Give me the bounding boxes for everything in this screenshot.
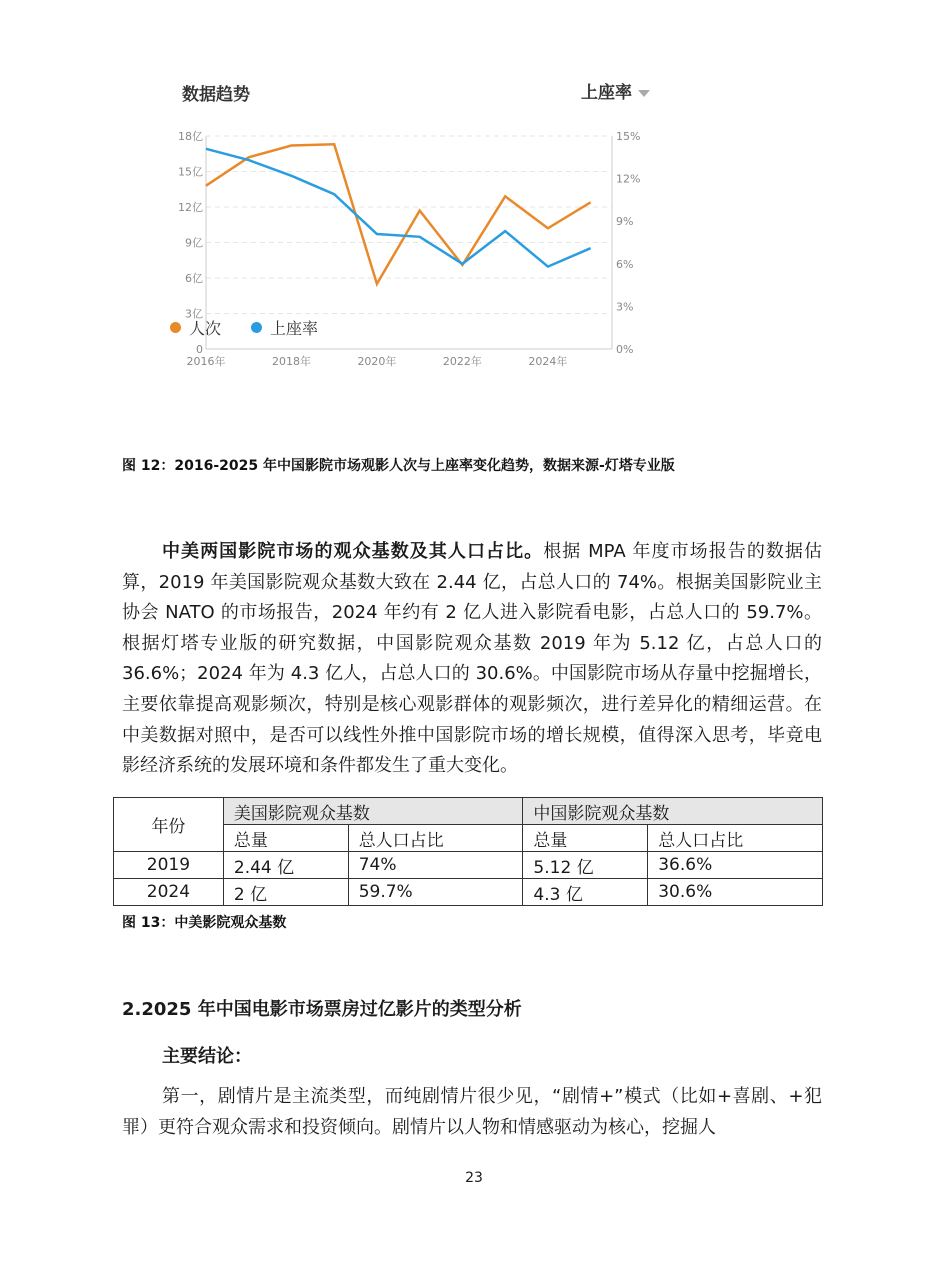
x-tick-label: 2022年	[442, 355, 482, 368]
table-row	[114, 879, 823, 906]
y-right-tick-label: 15%	[616, 130, 641, 143]
x-tick-label: 2016年	[186, 355, 226, 368]
legend-dot-icon	[251, 322, 262, 333]
table-cell-year: 2019	[114, 852, 224, 879]
section-title: 2.2025 年中国电影市场票房过亿影片的类型分析	[122, 999, 522, 1020]
table-cell: 59.7%	[348, 879, 523, 906]
table-header-cn-total: 总量	[523, 825, 648, 852]
table-cell: 2 亿	[223, 879, 348, 906]
y-left-tick-label: 6亿	[185, 272, 203, 285]
y-left-tick-label: 3亿	[185, 307, 203, 321]
table-header-us-total: 总量	[223, 825, 348, 852]
legend-dot-icon	[170, 322, 181, 333]
page-number: 23	[465, 1170, 483, 1186]
y-right-tick-label: 9%	[616, 215, 634, 229]
paragraph-body: 根据 MPA 年度市场报告的数据估算，2019 年美国影院观众基数大致在 2.44 亿，占总人口的 74%。根据美国影院业主协会 NATO 的市场报告，2024 年约有 2 亿人进入影院看电影，占总人口的 59.7%。根据灯塔专业版的研究数据，中国影院观众基数 2019 年为 5.12 亿，占总人口的 36.6%；2024 年为 4.3 亿人，占总人口的 30.6%。中国影院市场从存量中挖掘增长，主要依靠提高观影频次，特别是核心观影群体的观影频次，进行差异化的精细运营。在中美数据对照中，是否可以线性外推中国影院市场的增长规模，值得深入思考，毕竟电影经济系统的发展环境和条件都发生了重大变化。	[122, 541, 822, 777]
paragraph-audience	[122, 537, 822, 782]
x-tick-label: 2020年	[357, 355, 397, 368]
figure-13-caption: 图 13：中美影院观众基数	[122, 915, 287, 931]
y-right-tick-label: 12%	[616, 172, 641, 186]
y-left-tick-label: 9亿	[185, 236, 203, 250]
table-cell: 36.6%	[648, 852, 823, 879]
table-cell: 4.3 亿	[523, 879, 648, 906]
audience-table	[113, 797, 823, 906]
trend-chart	[170, 70, 670, 415]
chart-legend	[170, 316, 318, 339]
y-right-tick-label: 0%	[616, 343, 634, 356]
chart-title: 数据趋势	[182, 85, 250, 105]
legend-item-occupancy[interactable]	[251, 316, 318, 339]
table-header-cn: 中国影院观众基数	[523, 798, 823, 825]
y-left-tick-label: 15亿	[178, 165, 203, 179]
table-row	[114, 852, 823, 879]
table-cell: 74%	[348, 852, 523, 879]
legend-label-occupancy: 上座率	[270, 319, 319, 338]
paragraph-conclusion: 第一，剧情片是主流类型，而纯剧情片很少见，“剧情+”模式（比如+喜剧、+犯罪）更符合观众需求和投资倾向。剧情片以人物和情感驱动为核心，挖掘人	[122, 1086, 822, 1138]
legend-item-visits[interactable]	[170, 316, 221, 339]
section-subtitle: 主要结论：	[162, 1046, 252, 1067]
x-tick-label: 2024年	[528, 355, 568, 368]
table-header-year: 年份	[114, 798, 224, 852]
table-header-cn-ratio: 总人口占比	[648, 825, 823, 852]
table-header-us-ratio: 总人口占比	[348, 825, 523, 852]
table-header-us: 美国影院观众基数	[223, 798, 523, 825]
y-left-tick-label: 12亿	[178, 201, 203, 214]
metric-dropdown-label: 上座率	[581, 83, 632, 103]
table-cell: 5.12 亿	[523, 852, 648, 879]
figure-12-caption: 图 12：2016-2025 年中国影院市场观影人次与上座率变化趋势，数据来源-灯塔专业版	[122, 458, 675, 474]
legend-label-visits: 人次	[189, 319, 222, 338]
paragraph-lead: 中美两国影院市场的观众基数及其人口占比。	[162, 541, 544, 562]
y-right-tick-label: 6%	[616, 257, 634, 271]
y-right-tick-label: 3%	[616, 300, 634, 314]
y-left-tick-label: 0	[196, 343, 203, 356]
table-cell: 2.44 亿	[223, 852, 348, 879]
x-tick-label: 2018年	[271, 355, 311, 368]
table-cell: 30.6%	[648, 879, 823, 906]
y-left-tick-label: 18亿	[178, 130, 203, 143]
table-cell-year: 2024	[114, 879, 224, 906]
